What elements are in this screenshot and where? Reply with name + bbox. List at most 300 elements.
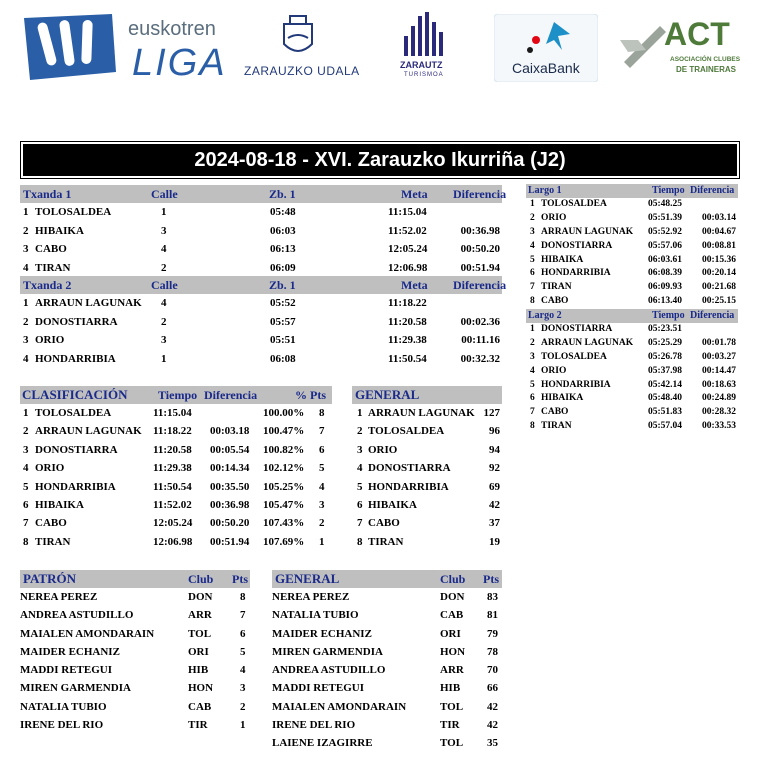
cell-percent: 102.12%	[263, 462, 305, 475]
cell-rank: 2	[23, 315, 29, 328]
cell-patron: MADDI RETEGUI	[20, 664, 112, 677]
cell-rank: 1	[23, 407, 29, 419]
general-clubs-title: GENERAL	[355, 387, 420, 402]
cell-rank: 1	[23, 297, 29, 309]
zarautz-turismoa-logo	[394, 12, 454, 82]
txanda1-header	[20, 185, 507, 203]
cell-diferencia: 00:36.98	[460, 224, 500, 237]
cell-diferencia: 00:03.14	[701, 212, 736, 223]
cell-calle: 3	[161, 334, 167, 346]
cell-diferencia: 00:21.68	[701, 282, 736, 293]
table-row	[352, 478, 502, 496]
cell-rank: 4	[530, 240, 535, 251]
cell-rank: 3	[23, 334, 29, 346]
cell-tiempo: 11:52.02	[153, 498, 192, 511]
table-row	[20, 478, 332, 496]
cell-club: ARR	[188, 609, 212, 622]
cell-tiempo: 06:13.40	[648, 296, 683, 307]
cell-club: TOL	[440, 737, 464, 750]
cell-pts: 81	[487, 609, 498, 622]
table-row	[526, 392, 738, 406]
cell-club: TOL	[440, 700, 464, 713]
table-row	[20, 222, 502, 241]
cell-tiempo: 12:06.98	[153, 535, 193, 548]
cell-club: TOLOSALDEA	[541, 351, 607, 362]
cell-pts: 78	[487, 645, 498, 658]
largo1-header	[526, 184, 738, 198]
cell-rank: 8	[357, 535, 363, 548]
cell-club: TOLOSALDEA	[35, 206, 112, 218]
table-row	[20, 533, 332, 551]
cell-calle: 4	[161, 243, 167, 255]
cell-club: HONDARRIBIA	[368, 480, 449, 493]
cell-diferencia: 00:14.34	[210, 462, 250, 475]
cell-diferencia: 00:50.20	[210, 517, 250, 530]
cell-club: ORIO	[35, 462, 65, 475]
table-row	[526, 267, 738, 281]
col-pts: Pts	[232, 572, 248, 586]
table-row	[20, 331, 502, 350]
cell-pts: 83	[487, 591, 498, 603]
table-row	[272, 643, 502, 661]
col-diferencia: Diferencia	[453, 278, 507, 292]
cell-percent: 100.82%	[263, 443, 305, 456]
zarauzko-udala-logo	[240, 14, 360, 82]
cell-rank: 1	[23, 206, 29, 218]
cell-tiempo: 06:03.61	[648, 254, 683, 265]
col-percent: %	[295, 388, 307, 402]
cell-club: TIRAN	[35, 261, 71, 274]
cell-rank: 7	[530, 282, 535, 293]
cell-club: CABO	[35, 243, 67, 255]
cell-rank: 6	[530, 268, 535, 279]
col-tiempo: Tiempo	[652, 310, 685, 321]
cell-pts: 42	[489, 498, 500, 511]
cell-calle: 4	[161, 297, 167, 309]
table-row	[20, 422, 332, 440]
turismoa-text: TURISMOA	[404, 72, 444, 78]
table-row	[20, 514, 332, 532]
cell-patron: NATALIA TUBIO	[20, 700, 107, 713]
table-row	[20, 240, 502, 259]
cell-diferencia: 00:18.63	[701, 379, 736, 390]
cell-diferencia: 00:11.16	[461, 334, 500, 346]
cell-calle: 2	[161, 315, 167, 328]
cell-tiempo: 05:57.04	[648, 421, 683, 432]
zarautz-bars-icon	[402, 12, 446, 56]
cell-club: ORI	[440, 627, 461, 640]
table-row	[352, 533, 502, 551]
cell-pts: 6	[240, 627, 246, 640]
table-row	[352, 496, 502, 514]
cell-tiempo: 11:20.58	[153, 443, 192, 456]
cell-club: ARRAUN LAGUNAK	[541, 337, 634, 348]
col-diferencia: Diferencia	[453, 187, 507, 201]
caixabank-text: CaixaBank	[512, 60, 580, 76]
cell-diferencia: 00:35.50	[210, 480, 250, 493]
cell-rank: 7	[23, 517, 29, 530]
general-clubs-header	[352, 386, 502, 404]
cell-rank: 4	[357, 462, 363, 475]
oars-icon	[20, 12, 120, 82]
cell-club: HIBAIKA	[368, 498, 417, 511]
act-wordmark: ACT	[664, 16, 730, 52]
table-row	[526, 323, 738, 337]
table-row	[20, 716, 250, 734]
cell-rank: 2	[530, 337, 535, 348]
table-row	[526, 295, 738, 309]
cell-tiempo: 11:50.54	[153, 480, 192, 493]
cell-tiempo: 11:15.04	[153, 407, 192, 419]
cell-club: TOLOSALDEA	[35, 407, 112, 419]
cell-club: ARRAUN LAGUNAK	[368, 407, 475, 419]
cell-rank: 3	[530, 351, 535, 362]
caixabank-logo	[494, 14, 598, 82]
cell-meta: 12:06.98	[388, 261, 428, 274]
table-row	[352, 514, 502, 532]
cell-patron: MIREN GARMENDIA	[272, 645, 383, 658]
act-logo	[620, 14, 742, 82]
cell-rank: 1	[357, 407, 363, 419]
general-patron-title: GENERAL	[275, 571, 340, 586]
cell-tiempo: 05:37.98	[648, 365, 683, 376]
cell-zb1: 05:48	[270, 206, 296, 218]
cell-calle: 2	[161, 261, 167, 274]
cell-club: HIBAIKA	[35, 498, 84, 511]
cell-rank: 2	[530, 212, 535, 223]
cell-club: HONDARRIBIA	[35, 352, 116, 365]
cell-meta: 11:20.58	[388, 315, 427, 328]
cell-diferencia: 00:20.14	[701, 268, 736, 279]
table-row	[526, 420, 738, 434]
cell-diferencia: 00:15.36	[701, 254, 736, 265]
cell-patron: MAIDER ECHANIZ	[20, 645, 120, 658]
cell-rank: 6	[530, 393, 535, 404]
table-row	[526, 198, 738, 212]
cell-calle: 3	[161, 224, 167, 237]
cell-diferencia: 00:04.67	[701, 226, 736, 237]
cell-diferencia: 00:02.36	[460, 315, 500, 328]
cell-club: CAB	[440, 609, 464, 622]
cell-club: ORIO	[368, 443, 398, 456]
cell-patron: NEREA PEREZ	[272, 591, 350, 603]
cell-pts: 19	[489, 535, 500, 548]
cell-pts: 42	[487, 719, 498, 732]
general-patron-header	[272, 570, 502, 588]
cell-patron: ANDREA ASTUDILLO	[272, 664, 386, 677]
cell-pts: 2	[240, 700, 246, 713]
cell-tiempo: 05:51.83	[648, 407, 683, 418]
largo2-table	[526, 309, 738, 434]
table-row	[272, 661, 502, 679]
cell-club: DONOSTIARRA	[541, 240, 613, 251]
cell-pts: 66	[487, 682, 498, 695]
page-title: 2024-08-18 - XVI. Zarauzko Ikurriña (J2)	[194, 149, 566, 171]
cell-percent: 105.25%	[263, 480, 305, 493]
cell-club: ORIO	[541, 212, 567, 223]
cell-club: TIR	[440, 719, 460, 732]
table-row	[526, 281, 738, 295]
cell-tiempo: 05:48.25	[648, 199, 683, 209]
table-row	[20, 588, 250, 606]
cell-diferencia: 00:51.94	[210, 535, 250, 548]
cell-pts: 7	[319, 425, 325, 438]
col-club: Club	[188, 572, 214, 586]
cell-pts: 70	[487, 664, 498, 677]
zarauzko-udala-text: ZARAUZKO UDALA	[244, 64, 360, 78]
cell-diferencia: 00:51.94	[460, 261, 500, 274]
col-pts: Pts	[310, 388, 326, 402]
euskotren-liga-logo	[20, 12, 230, 82]
cell-club: DON	[440, 591, 465, 603]
cell-club: ORIO	[541, 365, 567, 376]
table-row	[20, 313, 502, 332]
cell-pts: 3	[319, 498, 325, 511]
general-clubs-table	[352, 386, 502, 551]
cell-club: DONOSTIARRA	[368, 462, 451, 475]
col-tiempo: Tiempo	[158, 388, 198, 402]
cell-pts: 4	[319, 480, 325, 493]
cell-rank: 3	[23, 443, 29, 456]
act-oar-icon	[620, 22, 670, 72]
col-diferencia: Diferencia	[690, 310, 735, 321]
cell-zb1: 05:57	[270, 315, 296, 328]
cell-zb1: 06:09	[270, 261, 296, 274]
cell-club: TIRAN	[368, 535, 404, 548]
cell-pts: 6	[319, 443, 325, 456]
cell-zb1: 06:03	[270, 224, 296, 237]
cell-tiempo: 12:05.24	[153, 517, 193, 530]
cell-rank: 6	[357, 498, 363, 511]
cell-club: TOLOSALDEA	[368, 425, 445, 438]
cell-club: ORIO	[35, 334, 65, 346]
txanda2-table	[20, 276, 507, 368]
cell-club: HIB	[440, 682, 461, 695]
cell-patron: MAIALEN AMONDARAIN	[20, 627, 155, 640]
col-zb1: Zb. 1	[269, 278, 296, 292]
cell-club: HONDARRIBIA	[541, 379, 611, 390]
cell-diferencia: 00:25.15	[701, 296, 736, 307]
table-row	[526, 351, 738, 365]
coat-of-arms-icon	[278, 14, 318, 58]
cell-club: HONDARRIBIA	[541, 268, 611, 279]
cell-diferencia: 00:24.89	[701, 393, 736, 404]
cell-pts: 2	[319, 517, 325, 530]
cell-diferencia: 00:32.32	[460, 352, 500, 365]
table-row	[20, 698, 250, 716]
cell-rank: 1	[530, 199, 535, 209]
table-row	[20, 294, 502, 313]
cell-pts: 8	[240, 591, 246, 603]
cell-rank: 4	[530, 365, 535, 376]
cell-tiempo: 06:08.39	[648, 268, 683, 279]
cell-rank: 6	[23, 498, 29, 511]
col-pts: Pts	[483, 572, 499, 586]
cell-tiempo: 05:52.92	[648, 226, 683, 237]
clasificacion-table	[20, 386, 332, 551]
cell-rank: 4	[23, 261, 29, 274]
cell-rank: 5	[23, 480, 29, 493]
cell-club: TOLOSALDEA	[541, 199, 607, 209]
cell-rank: 5	[530, 254, 535, 265]
cell-zb1: 06:08	[270, 352, 296, 365]
cell-tiempo: 05:57.06	[648, 240, 683, 251]
cell-pts: 8	[319, 407, 325, 419]
cell-zb1: 06:13	[270, 243, 296, 255]
largo1-title: Largo 1	[528, 185, 562, 196]
table-row	[20, 661, 250, 679]
patron-table	[20, 570, 250, 734]
table-row	[272, 679, 502, 697]
cell-diferencia: 00:14.47	[701, 365, 736, 376]
liga-wordmark: LIGA	[132, 42, 227, 84]
cell-rank: 3	[23, 243, 29, 255]
cell-club: TOL	[188, 627, 212, 640]
cell-tiempo: 05:51.39	[648, 212, 683, 223]
table-row	[20, 625, 250, 643]
cell-diferencia: 00:36.98	[210, 498, 250, 511]
cell-pts: 3	[240, 682, 246, 695]
cell-club: ORI	[188, 645, 209, 658]
txanda2-header	[20, 276, 507, 294]
cell-diferencia: 00:08.81	[701, 240, 736, 251]
cell-pts: 7	[240, 609, 246, 622]
cell-rank: 4	[23, 352, 29, 365]
cell-club: HON	[188, 682, 214, 695]
clasificacion-title: CLASIFICACIÓN	[22, 387, 128, 402]
cell-rank: 3	[530, 226, 535, 237]
cell-club: TIR	[188, 719, 208, 732]
zarautz-text: ZARAUTZ	[400, 60, 443, 70]
cell-club: DONOSTIARRA	[541, 324, 613, 334]
cell-club: CAB	[188, 700, 212, 713]
cell-tiempo: 05:26.78	[648, 351, 683, 362]
col-meta: Meta	[401, 187, 428, 201]
cell-pts: 92	[489, 462, 500, 475]
cell-club: HIBAIKA	[541, 254, 584, 265]
cell-rank: 2	[357, 425, 363, 438]
table-row	[20, 259, 502, 278]
cell-diferencia: 00:03.18	[210, 425, 250, 438]
largo2-header	[526, 309, 738, 323]
table-row	[352, 441, 502, 459]
page-title-bar	[20, 141, 740, 179]
cell-tiempo: 11:18.22	[153, 425, 192, 438]
cell-diferencia: 00:50.20	[460, 243, 500, 255]
cell-rank: 8	[530, 421, 535, 432]
table-row	[272, 734, 502, 752]
general-patron-table	[272, 570, 502, 753]
clasificacion-header	[20, 386, 332, 404]
cell-diferencia: 00:28.32	[701, 407, 736, 418]
cell-calle: 1	[161, 352, 167, 365]
table-row	[526, 406, 738, 420]
col-diferencia: Diferencia	[690, 185, 735, 196]
cell-meta: 11:18.22	[388, 297, 427, 309]
cell-tiempo: 06:09.93	[648, 282, 683, 293]
cell-pts: 94	[489, 443, 500, 456]
cell-patron: MADDI RETEGUI	[272, 682, 364, 695]
table-row	[20, 606, 250, 624]
act-sub1: ASOCIACIÓN CLUBES	[670, 56, 741, 63]
table-row	[272, 588, 502, 606]
col-tiempo: Tiempo	[652, 185, 685, 196]
cell-pts: 69	[489, 480, 500, 493]
cell-patron: MAIALEN AMONDARAIN	[272, 700, 407, 713]
cell-club: ARRAUN LAGUNAK	[35, 425, 142, 438]
table-row	[272, 625, 502, 643]
cell-club: HIB	[188, 664, 209, 677]
cell-meta: 11:29.38	[388, 334, 427, 346]
cell-pts: 42	[487, 700, 498, 713]
cell-rank: 5	[357, 480, 363, 493]
cell-pts: 5	[240, 645, 246, 658]
col-diferencia: Diferencia	[204, 388, 258, 402]
cell-patron: MIREN GARMENDIA	[20, 682, 131, 695]
txanda1-table	[20, 185, 507, 277]
cell-tiempo: 05:48.40	[648, 393, 683, 404]
table-row	[526, 226, 738, 240]
cell-rank: 8	[23, 535, 29, 548]
table-row	[20, 350, 502, 369]
table-row	[526, 337, 738, 351]
table-row	[526, 240, 738, 254]
cell-rank: 1	[530, 324, 535, 334]
cell-club: HIBAIKA	[541, 393, 584, 404]
table-row	[272, 606, 502, 624]
table-row	[526, 212, 738, 226]
txanda1-title: Txanda 1	[23, 187, 72, 201]
cell-zb1: 05:51	[270, 334, 296, 346]
cell-pts: 37	[489, 517, 500, 530]
cell-tiempo: 05:42.14	[648, 379, 683, 390]
cell-patron: IRENE DEL RIO	[20, 719, 104, 732]
cell-club: CABO	[368, 517, 400, 530]
cell-pts: 79	[487, 627, 498, 640]
table-row	[272, 698, 502, 716]
col-meta: Meta	[401, 278, 428, 292]
table-row	[352, 404, 502, 422]
table-row	[526, 365, 738, 379]
col-club: Club	[440, 572, 466, 586]
cell-meta: 11:50.54	[388, 352, 427, 365]
act-sub2: DE TRAINERAS	[676, 65, 737, 74]
cell-patron: LAIENE IZAGIRRE	[272, 737, 373, 750]
cell-club: HON	[440, 645, 466, 658]
cell-rank: 4	[23, 462, 29, 475]
cell-meta: 12:05.24	[388, 243, 428, 255]
cell-diferencia: 00:03.27	[701, 351, 736, 362]
table-row	[20, 679, 250, 697]
cell-pts: 35	[487, 737, 498, 750]
cell-rank: 5	[530, 379, 535, 390]
cell-diferencia: 00:05.54	[210, 443, 250, 456]
cell-diferencia: 00:33.53	[701, 421, 736, 432]
cell-percent: 107.69%	[263, 535, 305, 548]
cell-club: DON	[188, 591, 213, 603]
cell-patron: NEREA PEREZ	[20, 591, 98, 603]
cell-club: CABO	[541, 296, 569, 307]
cell-percent: 100.47%	[263, 425, 305, 438]
col-calle: Calle	[151, 278, 178, 292]
cell-club: DONOSTIARRA	[35, 315, 118, 328]
cell-pts: 1	[319, 535, 325, 548]
cell-diferencia: 00:01.78	[701, 337, 736, 348]
cell-rank: 8	[530, 296, 535, 307]
cell-rank: 2	[23, 224, 29, 237]
cell-patron: ANDREA ASTUDILLO	[20, 609, 134, 622]
cell-club: HIBAIKA	[35, 224, 84, 237]
